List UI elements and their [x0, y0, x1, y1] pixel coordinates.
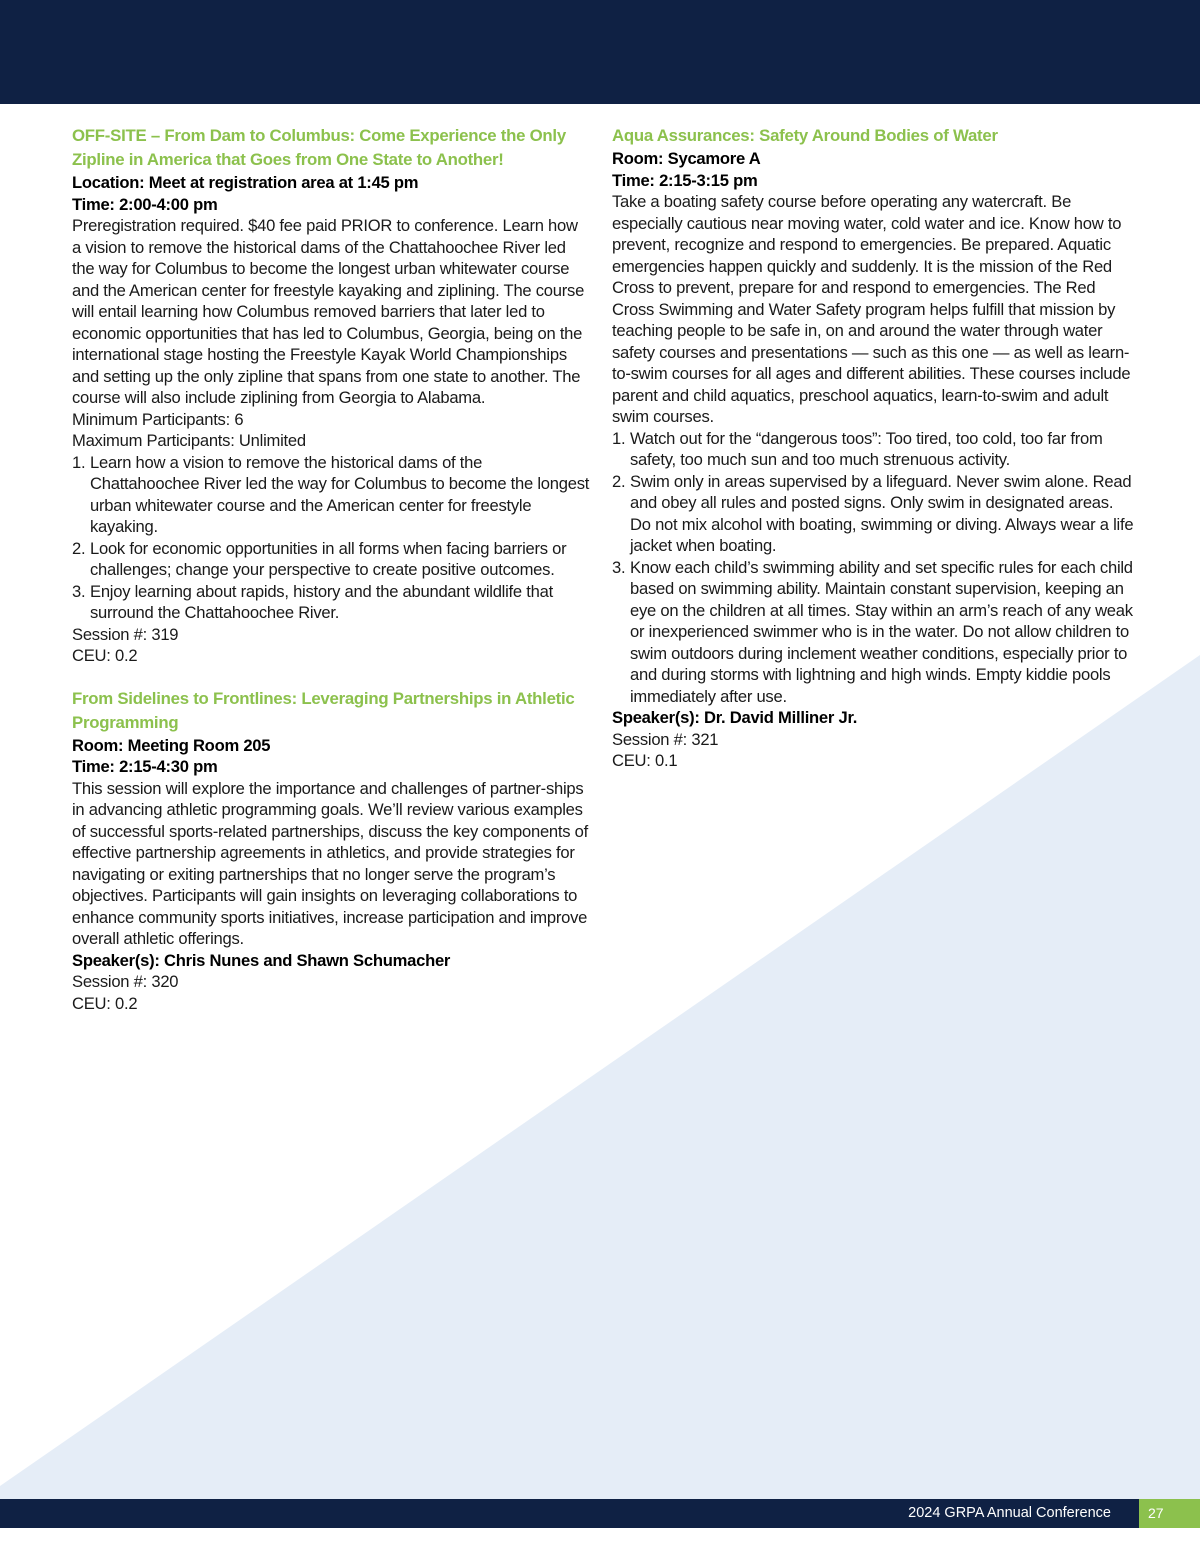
session-319 [72, 124, 590, 667]
list-number: 2. [72, 538, 86, 558]
footer-band [0, 1499, 1200, 1528]
maximum-participants: Maximum Participants: Unlimited [72, 431, 306, 450]
list-number: 3. [72, 581, 86, 601]
list-item [612, 471, 1134, 557]
session-description: Preregistration required. $40 fee paid PRIOR to conference. Learn how a vision to remove the historical dams of the Chattahoochee River led the way for Columbus to become the longest urban whitewater course and the American center for freestyle kayaking and ziplining. The course will entail learning how Columbus removed barriers that later led to economic opportunities that has led to Columbus, Georgia, being on the international stage hosting the Freestyle Kayak World Championships and setting up the only zipline that spans from one state to another. The course will also include ziplining from Georgia to Alabama. [72, 216, 585, 407]
list-number: 1. [612, 428, 626, 448]
session-number: Session #: 319 [72, 624, 179, 644]
list-item [72, 581, 590, 624]
minimum-participants: Minimum Participants: 6 [72, 409, 244, 429]
session-number: Session #: 320 [72, 972, 179, 991]
session-speakers: Speaker(s): Chris Nunes and Shawn Schumacher [72, 950, 451, 970]
session-location: Location: Meet at registration area at 1:45 pm [72, 173, 419, 192]
list-item-text: Learn how a vision to remove the historical dams of the Chattahoochee River led the way for Columbus to become the longest urban whitewater course and the American center for freestyle kayaking. [90, 452, 590, 536]
session-room: Room: Sycamore A [612, 149, 761, 168]
list-item-text: Look for economic opportunities in all forms when facing barriers or challenges; change your perspective to create positive outcomes. [90, 538, 567, 579]
learning-objectives-list [72, 452, 590, 624]
list-item [612, 557, 1134, 708]
list-item-text: Know each child’s swimming ability and set specific rules for each child based on swimming ability. Maintain constant supervision, keeping an eye on the children at all times. Stay within an arm’s reach of any weak or inexperienced swimmer who is in the water. Do not allow children to swim outdoors during inclement weather conditions, especially prior to and during storms with lightning and high winds. Empty kiddie pools immediately after use. [630, 557, 1133, 706]
session-room: Room: Meeting Room 205 [72, 735, 271, 755]
list-item-text: Enjoy learning about rapids, history and the abundant wildlife that surround the Chattahoochee River. [90, 581, 553, 622]
list-item-text: Swim only in areas supervised by a lifeguard. Never swim alone. Read and obey all rules and posted signs. Only swim in designated areas. Do not mix alcohol with boating, swimming or diving. Always wear a life jacket when boating. [630, 471, 1134, 555]
session-ceu: CEU: 0.2 [72, 993, 138, 1013]
list-item [72, 538, 590, 581]
session-320 [72, 687, 590, 1015]
session-time: Time: 2:00-4:00 pm [72, 194, 218, 214]
session-ceu: CEU: 0.2 [72, 646, 138, 665]
session-time: Time: 2:15-3:15 pm [612, 170, 758, 190]
page-number-box [1139, 1499, 1200, 1528]
conference-name: 2024 GRPA Annual Conference [908, 1505, 1111, 1521]
session-number: Session #: 321 [612, 729, 719, 749]
list-item [72, 452, 590, 538]
session-description: This session will explore the importance and challenges of partner-ships in advancing athletic programming goals. We’ll review various examples of successful sports-related partnerships, discuss the key components of effective partnership agreements in athletics, and provide strategies for navigating or exiting partnerships that no longer serve the program’s objectives. Participants will gain insights on leveraging collaborations to enhance community sports initiatives, increase participation and improve overall athletic offerings. [72, 778, 589, 948]
session-description: Take a boating safety course before operating any watercraft. Be especially cautious near moving water, cold water and ice. Know how to prevent, recognize and respond to emergencies. Be prepared. Aquatic emergencies happen quickly and suddenly. It is the mission of the Red Cross to prevent, prepare for and respond to emergencies. The Red Cross Swimming and Water Safety program helps fulfill that mission by teaching people to be safe in, on and around the water through water safety courses and presentations — such as this one — as well as learn-to-swim courses for all ages and different abilities. These courses include parent and child aquatics, preschool aquatics, learn-to-swim and adult swim courses. [612, 192, 1131, 426]
list-number: 1. [72, 452, 86, 472]
list-number: 3. [612, 557, 626, 577]
session-speakers: Speaker(s): Dr. David Milliner Jr. [612, 708, 858, 727]
session-title: From Sidelines to Frontlines: Leveraging Partnerships in Athletic Programming [72, 688, 575, 732]
session-time: Time: 2:15-4:30 pm [72, 757, 218, 776]
list-item-text: Watch out for the “dangerous toos”: Too tired, too cold, too far from safety, too much sun and too much strenuous activity. [630, 428, 1103, 469]
session-321 [612, 124, 1134, 772]
page-number: 27 [1148, 1505, 1164, 1521]
list-item [612, 428, 1134, 471]
left-column [72, 124, 590, 1034]
session-ceu: CEU: 0.1 [612, 751, 678, 770]
list-number: 2. [612, 471, 626, 491]
right-column [612, 124, 1134, 792]
safety-tips-list [612, 428, 1134, 708]
session-title: OFF-SITE – From Dam to Columbus: Come Experience the Only Zipline in America that Goes from One State to Another! [72, 126, 566, 169]
session-title: Aqua Assurances: Safety Around Bodies of Water [612, 126, 998, 145]
